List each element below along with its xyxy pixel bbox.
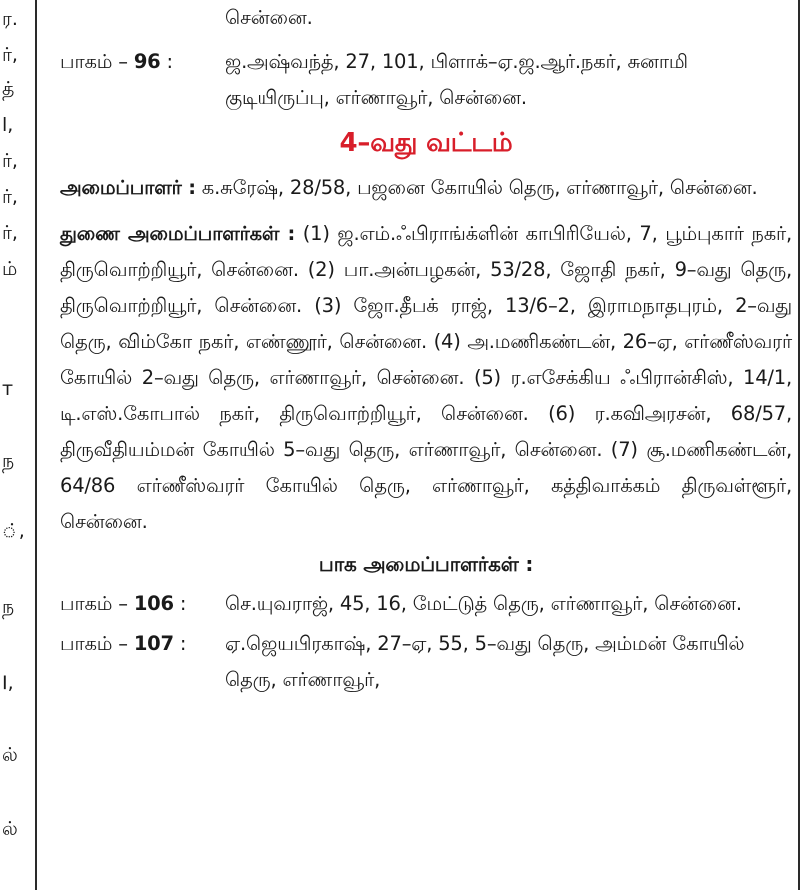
left-text-fragment: ், <box>2 520 25 542</box>
booth-label: பாகம் – 106 : <box>60 592 187 615</box>
section-heading: 4–வது வட்டம் <box>339 128 513 158</box>
left-text-fragment: ம் <box>2 258 18 280</box>
left-text-fragment: т <box>2 378 14 400</box>
left-text-fragment: l, <box>2 114 14 136</box>
left-text-fragment: ந <box>2 450 15 472</box>
left-text-fragment: ர், <box>2 44 18 66</box>
left-text-fragment: ர், <box>2 186 18 208</box>
booth-entry-106 <box>60 586 792 622</box>
left-text-fragment: ர், <box>2 150 18 172</box>
left-text-fragment: Ι, <box>2 672 14 694</box>
left-column-fragment <box>0 0 25 890</box>
booth-text: செ.யுவராஜ், 45, 16, மேட்டுத் தெரு, எர்ணாவூர், சென்னை. <box>225 592 742 615</box>
entry-text: சென்னை. <box>225 6 313 29</box>
left-text-fragment: ல் <box>2 744 18 766</box>
previous-entry-tail <box>60 0 792 36</box>
deputies-paragraph <box>60 216 792 540</box>
booth-label: பாகம் – 107 : <box>60 632 187 655</box>
booth-text: ஜ.அஷ்வந்த், 27, 101, பிளாக்–ஏ.ஜ.ஆர்.நகர், சுனாமி குடியிருப்பு, எர்ணாவூர், சென்னை. <box>225 50 688 109</box>
left-text-fragment: ல் <box>2 818 18 840</box>
left-text-fragment: ந <box>2 596 15 618</box>
secretary-paragraph <box>60 170 792 206</box>
left-text-fragment: ர், <box>2 222 18 244</box>
secretary-label: அமைப்பாளர் : <box>60 176 196 199</box>
booth-organisers-subheading: பாக அமைப்பாளர்கள் : <box>318 552 534 576</box>
left-text-fragment: த் <box>2 78 15 100</box>
deputies-text: (1) ஜ.எம்.ஃபிராங்க்ளின் காபிரியேல், 7, பூம்புகார் நகர், திருவொற்றியூர், சென்னை. (2) பா.அன்பழகன், 53/28, ஜோதி நகர், 9–வது தெரு, திருவொற்றியூர், சென்னை. (3) ஜோ.தீபக் ராஜ், 13/6–2, இராமநாதபுரம், 2–வது தெரு, விம்கோ நகர், எண்ணூர், சென்னை. (4) அ.மணிகண்டன், 26–ஏ, எர்ணீஸ்வரர் கோயில் 2–வது தெரு, எர்ணாவூர், சென்னை. (5) ர.எசேக்கிய ஃபிரான்சிஸ், 14/1, டி.எஸ்.கோபால் நகர், திருவொற்றியூர், சென்னை. (6) ர.கவிஅரசன், 68/57, திருவீதியம்மன் கோயில் 5–வது தெரு, எர்ணாவூர், சென்னை. (7) சூ.மணிகண்டன், 64/86 எர்ணீஸ்வரர் கோயில் தெரு, எர்ணாவூர், கத்திவாக்கம் திருவள்ளூர், சென்னை. <box>60 222 792 533</box>
booth-label: பாகம் – 96 : <box>60 50 173 73</box>
deputies-label: துணை அமைப்பாளர்கள் : <box>60 222 296 245</box>
secretary-text: க.சுரேஷ், 28/58, பஜனை கோயில் தெரு, எர்ணாவூர், சென்னை. <box>195 176 758 199</box>
column-divider-left <box>35 0 37 890</box>
main-column <box>60 0 792 698</box>
booth-entry-96 <box>60 44 792 116</box>
left-text-fragment: ர. <box>2 8 18 30</box>
booth-text: ஏ.ஜெயபிரகாஷ், 27–ஏ, 55, 5–வது தெரு, அம்மன் கோயில் தெரு, எர்ணாவூர், <box>225 632 745 691</box>
booth-entry-107 <box>60 626 792 698</box>
